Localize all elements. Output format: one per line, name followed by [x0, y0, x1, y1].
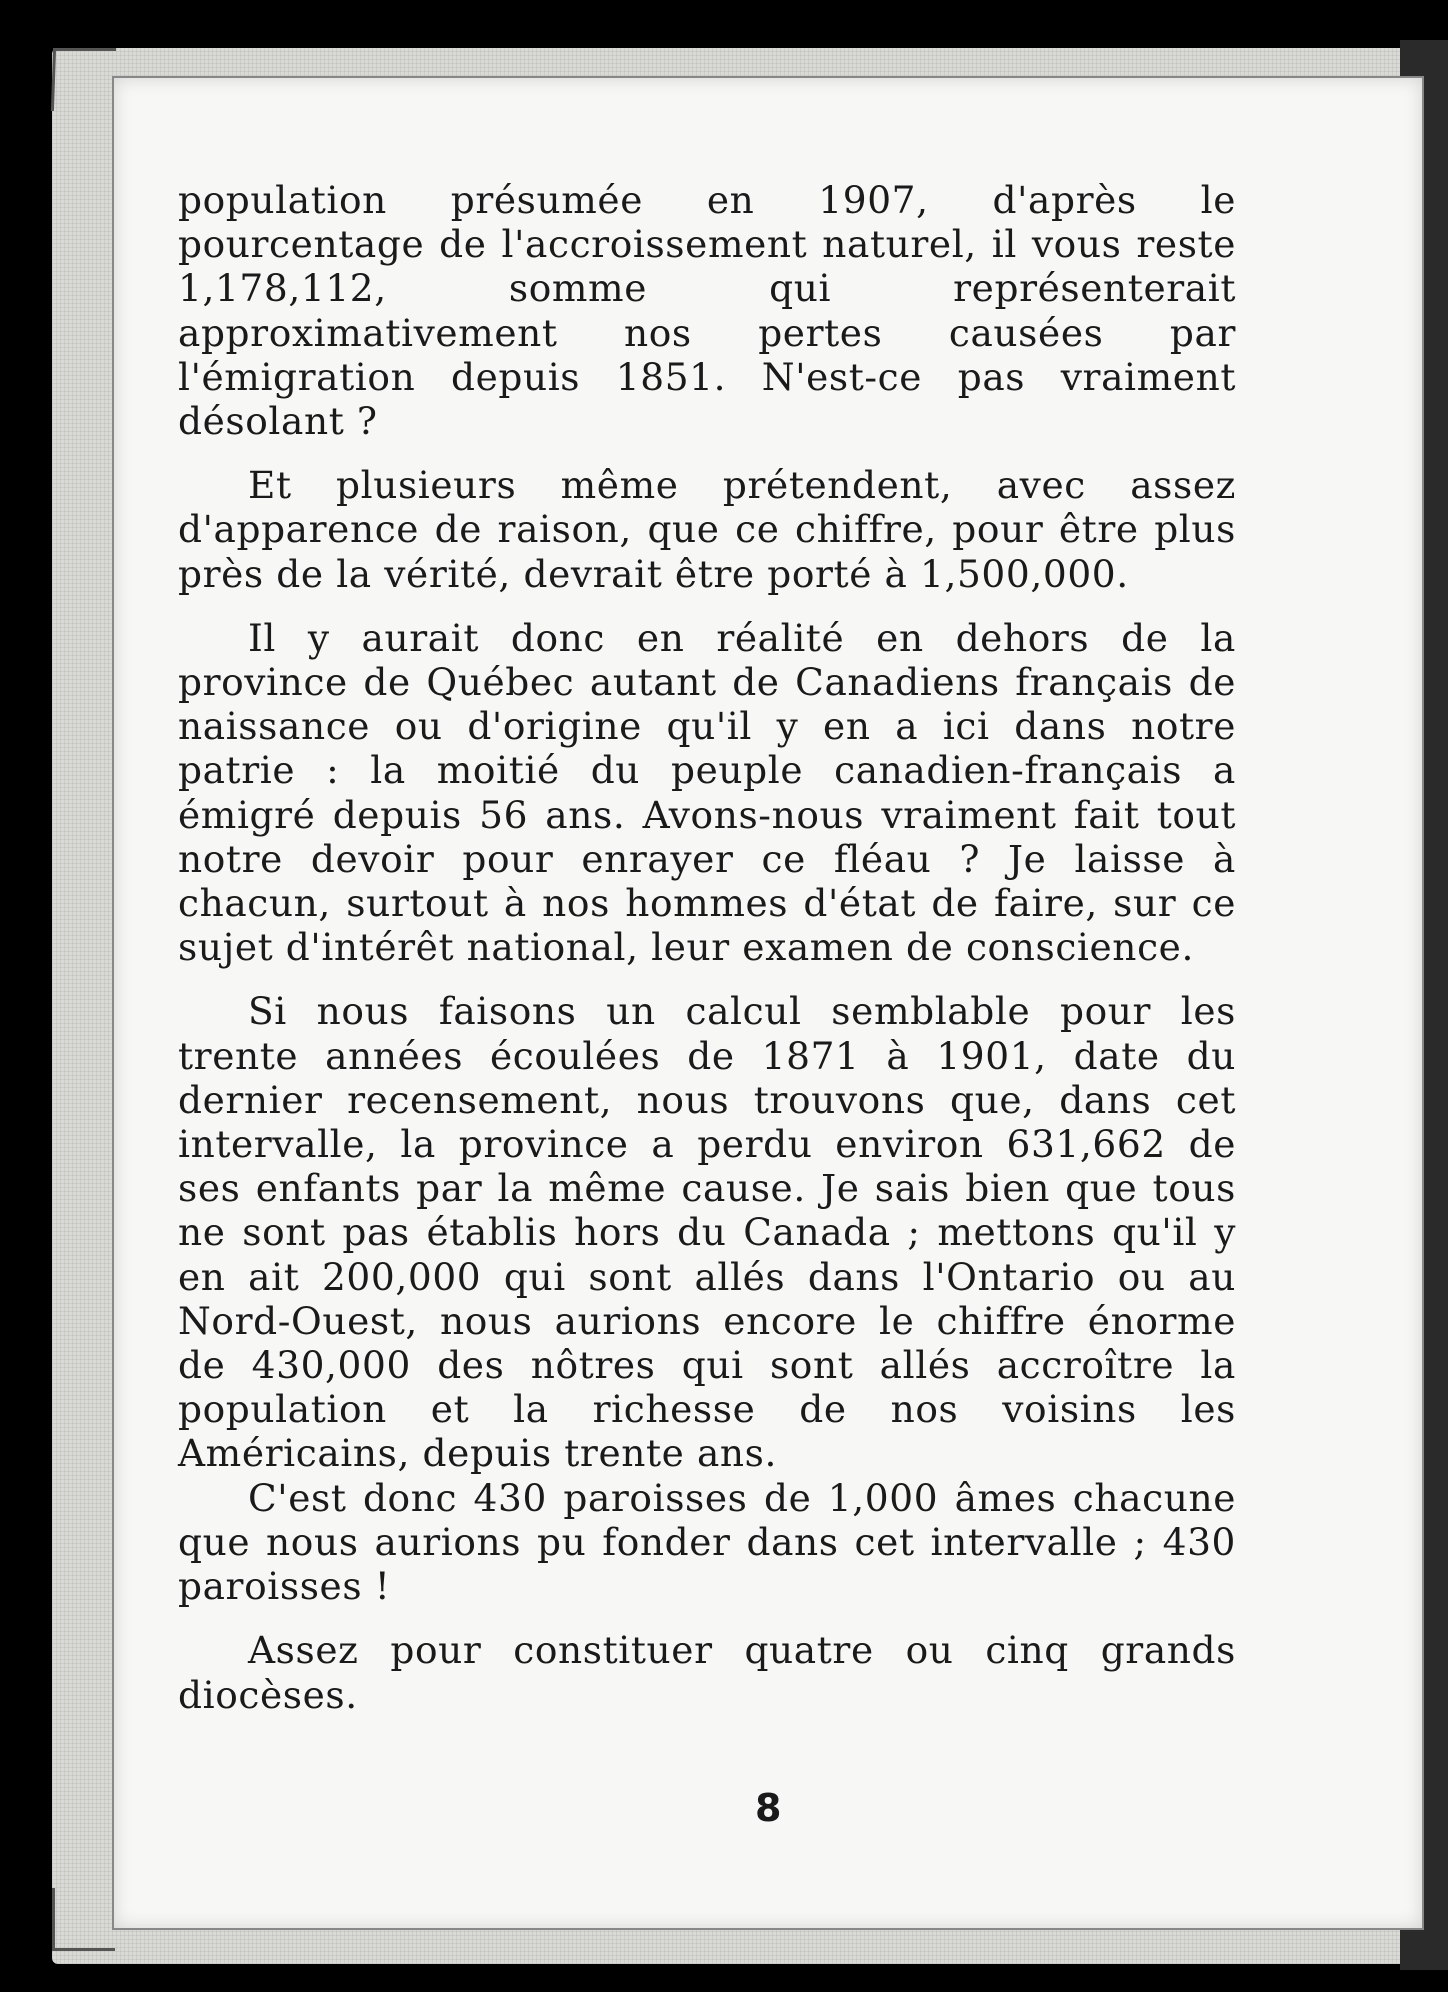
- page-text: [178, 178, 1236, 1717]
- cover-corner-top-left: [51, 48, 116, 111]
- paragraph-2: Et plusieurs même prétendent, avec assez d'apparence de raison, que ce chiffre, pour être plus près de la vérité, devrait être porté à 1,500,000.: [178, 463, 1236, 596]
- paragraph-1: population présumée en 1907, d'après le pourcentage de l'accroissement naturel, il vous reste 1,178,112, somme qui représenterait approximativement nos pertes causées par l'émigration depuis 1851. N'est-ce pas vraiment désolant ?: [178, 178, 1236, 444]
- cover-corner-bottom-left: [52, 1888, 115, 1951]
- paragraph-5: C'est donc 430 paroisses de 1,000 âmes chacune que nous aurions pu fonder dans cet intervalle ; 430 paroisses !: [178, 1475, 1236, 1609]
- paragraph-6: Assez pour constituer quatre ou cinq grands diocèses.: [178, 1628, 1236, 1717]
- paragraph-4: Si nous faisons un calcul semblable pour les trente années écoulées de 1871 à 1901, date du dernier recensement, nous trouvons que, dans cet intervalle, la province a perdu environ 631,662 de ses enfants par la même cause. Je sais bien que tous ne sont pas établis hors du Canada ; mettons qu'il y en ait 200,000 qui sont allés dans l'Ontario ou au Nord-Ouest, nous aurions encore le chiffre énorme de 430,000 des nôtres qui sont allés accroître la population et la richesse de nos voisins les Américains, depuis trente ans.: [178, 989, 1236, 1476]
- page-number: 8: [755, 1786, 782, 1830]
- paragraph-3: Il y aurait donc en réalité en dehors de la province de Québec autant de Canadiens français de naissance ou d'origine qu'il y en a ici dans notre patrie : la moitié du peuple canadien-français a émigré depuis 56 ans. Avons-nous vraiment fait tout notre devoir pour enrayer ce fléau ? Je laisse à chacun, surtout à nos hommes d'état de faire, sur ce sujet d'intérêt national, leur examen de conscience.: [178, 615, 1236, 970]
